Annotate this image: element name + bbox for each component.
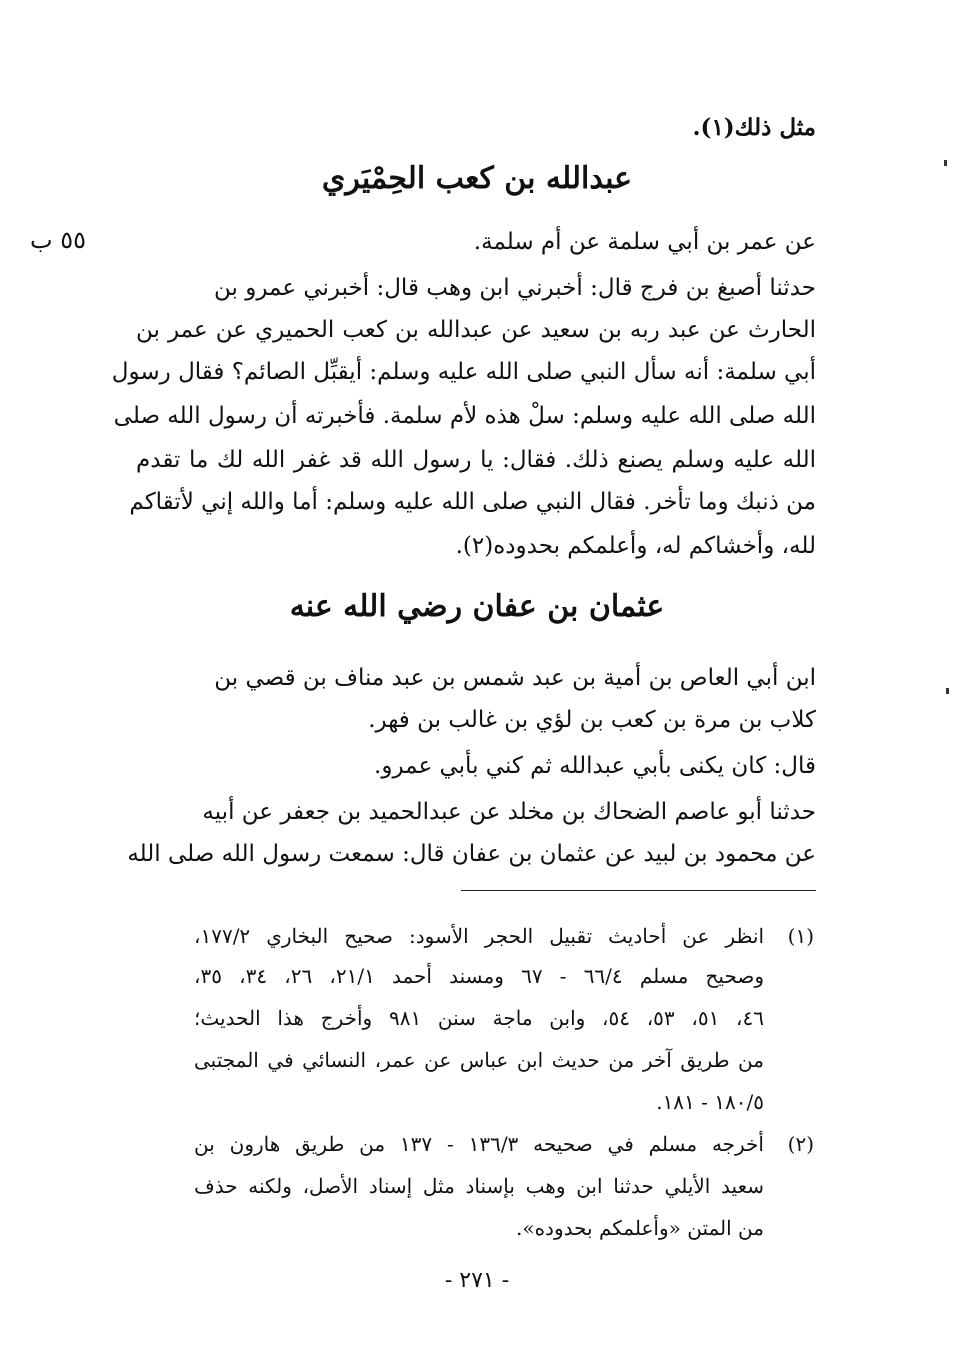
section1-line: الله عليه وسلم يصنع ذلك. فقال: يا رسول الله قد غفر الله لك ما تقدم xyxy=(136,447,816,473)
section-heading-othman: عثمان بن عفان رضي الله عنه xyxy=(289,589,665,624)
footnote-line: من المتن «وأعلمكم بحدوده». xyxy=(515,1216,764,1240)
section1-line: من ذنبك وما تأخر. فقال النبي صلى الله عليه وسلم: أما والله إني لأتقاكم xyxy=(129,489,816,515)
section1-line: حدثنا أصبغ بن فرج قال: أخبرني ابن وهب قال: أخبرني عمرو بن xyxy=(214,275,816,301)
footnote-line: وصحيح مسلم ٦٦/٤ - ٦٧ ومسند أحمد ٢١/١، ٢٦، ٣٤، ٣٥، xyxy=(194,964,764,988)
footnote-line: انظر عن أحاديث تقبيل الحجر الأسود: صحيح البخاري ١٧٧/٢، xyxy=(194,924,764,948)
section1-line: الحارث عن عبد ربه بن سعيد عن عبدالله بن كعب الحميري عن عمر بن xyxy=(136,317,816,343)
section1-line: لله، وأخشاكم له، وأعلمكم بحدوده(٢). xyxy=(455,533,816,559)
section1-line: الله صلى الله عليه وسلم: سلْ هذه لأم سلمة. فأخبرته أن رسول الله صلى xyxy=(113,403,816,429)
footnote-line: من طريق آخر من حديث ابن عباس عن عمر، النسائي في المجتبى xyxy=(194,1048,764,1072)
section2-line: عن محمود بن لبيد عن عثمان بن عفان قال: سمعت رسول الله صلى الله xyxy=(127,841,816,867)
footnote-line: ٤٦، ٥١، ٥٣، ٥٤، وابن ماجة سنن ٩٨١ وأخرج هذا الحديث؛ xyxy=(194,1006,764,1030)
footnote-line: أخرجه مسلم في صحيحه ١٣٦/٣ - ١٣٧ من طريق هارون بن xyxy=(194,1132,764,1156)
section-heading-abdullah: عبدالله بن كعب الحِمْيَري xyxy=(321,161,633,196)
section1-line: أبي سلمة: أنه سأل النبي صلى الله عليه وسلم: أيقبِّل الصائم؟ فقال رسول xyxy=(111,359,816,385)
section2-line: ابن أبي العاص بن أمية بن عبد شمس بن عبد مناف بن قصي بن xyxy=(214,665,816,691)
opening-line: مثل ذلك(١). xyxy=(692,114,816,141)
section2-line: كلاب بن مرة بن كعب بن لؤي بن غالب بن فهر. xyxy=(368,707,816,733)
page-number: - ٢٧١ - xyxy=(444,1268,510,1293)
section2-line: قال: كان يكنى بأبي عبدالله ثم كني بأبي عمرو. xyxy=(374,753,816,779)
footnote-line: سعيد الأيلي حدثنا ابن وهب بإسناد مثل إسناد الأصل، ولكنه حذف xyxy=(194,1174,764,1198)
footnote-number: (٢) xyxy=(787,1132,814,1156)
section1-line: عن عمر بن أبي سلمة عن أم سلمة. xyxy=(473,229,816,255)
footnote-separator xyxy=(461,890,816,891)
scan-speck xyxy=(946,688,949,694)
margin-note: ٥٥ ب xyxy=(30,226,87,254)
scan-speck xyxy=(944,160,947,166)
footnote-line: ١٨٠/٥ - ١٨١. xyxy=(656,1090,764,1114)
footnote-number: (١) xyxy=(787,924,814,948)
section2-line: حدثنا أبو عاصم الضحاك بن مخلد عن عبدالحميد بن جعفر عن أبيه xyxy=(202,799,816,825)
